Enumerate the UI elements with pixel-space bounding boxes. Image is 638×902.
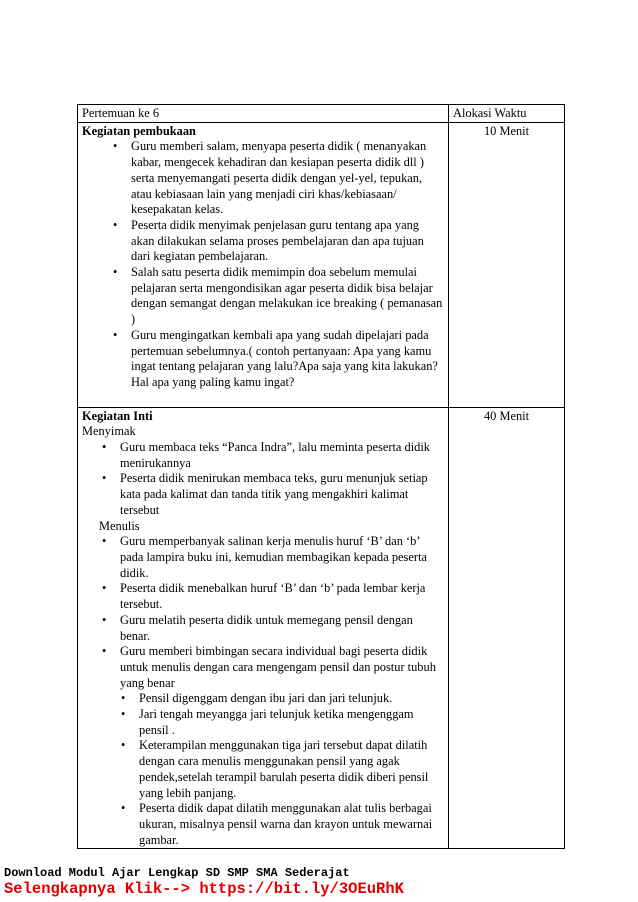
listening-list	[82, 440, 444, 519]
opening-activity-list	[82, 139, 444, 390]
listening-label: Menyimak	[82, 424, 136, 439]
list-item: • Peserta didik dapat dilatih menggunakan alat tulis berbagai ukuran, misalnya pensil warna dan krayon untuk mewarnai gambar.	[82, 801, 444, 848]
list-item: • Guru memberi bimbingan secara individual bagi peserta didik untuk menulis dengan cara mengengam pensil dan postur tubuh yang benar	[82, 644, 444, 691]
opening-activity-row	[78, 122, 565, 407]
core-activity-row	[78, 407, 565, 849]
writing-sub-list	[82, 691, 444, 848]
list-item: • Jari tengah meyangga jari telunjuk ketika mengenggam pensil .	[82, 707, 444, 738]
writing-label: Menulis	[99, 518, 140, 533]
spacer	[82, 391, 444, 407]
list-item: • Salah satu peserta didik memimpin doa sebelum memulai pelajaran serta mengondisikan agar peserta didik bisa belajar dengan semangat dengan melakukan ice breaking ( pemanasan )	[82, 265, 444, 328]
list-item: • Keterampilan menggunakan tiga jari tersebut dapat dilatih dengan cara menulis menggunakan pensil yang agak pendek,setelah terampil barulah peserta didik diberi pensil yang lebih panjang.	[82, 738, 444, 801]
core-activity-title: Kegiatan Inti	[82, 408, 153, 423]
core-time-cell: 40 Menit	[449, 407, 565, 849]
list-item: • Guru membaca teks “Panca Indra”, lalu meminta peserta didik menirukannya	[82, 440, 444, 471]
list-item: • Guru memberi salam, menyapa peserta didik ( menanyakan kabar, mengecek kehadiran dan kesiapan peserta didik dll ) serta menyemangati peserta didik dengan yel-yel, tepukan, atau kebiasaan lain yang menjadi ciri khas/kebiasaan/ kesepakatan kelas.	[82, 139, 444, 218]
meeting-number-cell: Pertemuan ke 6	[78, 105, 449, 123]
time-allocation-header: Alokasi Waktu	[449, 105, 565, 123]
opening-time-cell: 10 Menit	[449, 122, 565, 407]
opening-activity-cell	[78, 122, 449, 407]
list-item: • Peserta didik menirukan membaca teks, guru menunjuk setiap kata pada kalimat dan tanda titik yang mengakhiri kalimat tersebut	[82, 471, 444, 518]
download-footer-text: Download Modul Ajar Lengkap SD SMP SMA Sederajat	[4, 866, 350, 880]
list-item: • Guru memperbanyak salinan kerja menulis huruf ‘B’ dan ‘b’ pada lampira buku ini, kemudian membagikan kepada peserta didik.	[82, 534, 444, 581]
list-item: • Peserta didik menyimak penjelasan guru tentang apa yang akan dilakukan selama proses pembelajaran dan apa tujuan dari kegiatan pembelajaran.	[82, 218, 444, 265]
list-item: • Pensil digenggam dengan ibu jari dan jari telunjuk.	[82, 691, 444, 707]
download-link[interactable]: Selengkapnya Klik--> https://bit.ly/3OEuRhK	[4, 880, 404, 898]
list-item: • Guru melatih peserta didik untuk memegang pensil dengan benar.	[82, 613, 444, 644]
lesson-plan-table	[77, 104, 565, 849]
list-item: • Peserta didik menebalkan huruf ‘B’ dan ‘b’ pada lembar kerja tersebut.	[82, 581, 444, 612]
header-row	[78, 105, 565, 123]
writing-list	[82, 534, 444, 691]
opening-activity-title: Kegiatan pembukaan	[82, 123, 196, 138]
list-item: • Guru mengingatkan kembali apa yang sudah dipelajari pada pertemuan sebelumnya.( contoh pertanyaan: Apa yang kamu ingat tentang pelajaran yang lalu?Apa saja yang kita lakukan? Hal apa yang paling kamu ingat?	[82, 328, 444, 391]
core-activity-cell	[78, 407, 449, 849]
